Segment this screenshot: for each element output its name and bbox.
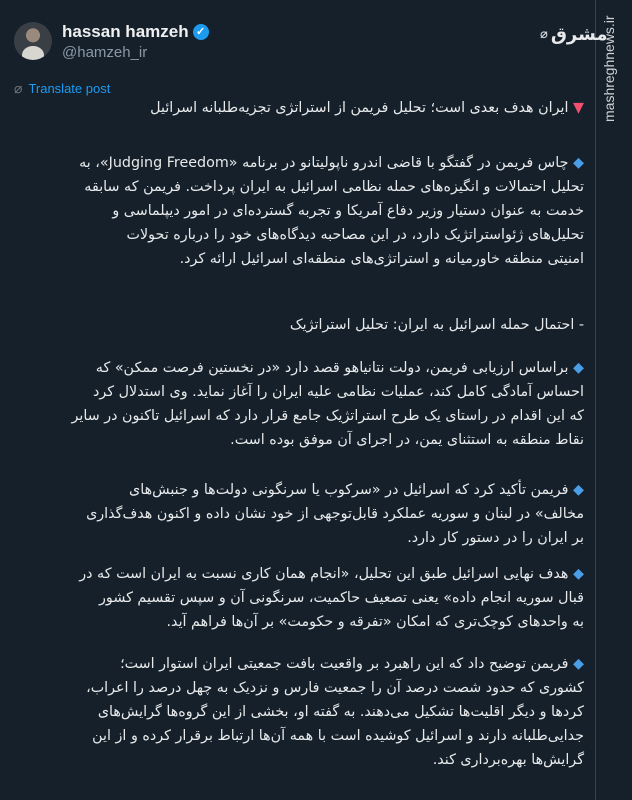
paragraph-line (14, 380, 584, 404)
avatar[interactable] (14, 22, 52, 60)
line-text: گرایش‌ها بهره‌برداری کند. (432, 752, 584, 768)
line-text: فریمن تأکید کرد که اسرائیل در «سرکوب یا سرنگونی دولت‌ها و جنبش‌های (129, 482, 569, 498)
line-text: امنیتی منطقه خاورمیانه و استراتژی‌های منطقه‌ای اسرائیل ارائه کرد. (179, 251, 584, 267)
line-text: احساس آمادگی کامل کند، عملیات نظامی علیه ایران را آغاز نماید. وی استدلال کرد (93, 384, 584, 400)
paragraph-5 (14, 652, 584, 772)
brand-logo: ⌀ مشرق (540, 24, 608, 45)
paragraph-line (14, 700, 584, 724)
user-name-text: hassan hamzeh (62, 22, 189, 41)
paragraph-line (14, 502, 584, 526)
user-name[interactable] (62, 22, 209, 42)
paragraph-line (14, 676, 584, 700)
paragraph-line (14, 748, 584, 772)
user-handle[interactable]: @hamzeh_ir (62, 44, 148, 61)
verified-badge-icon: ✓ (193, 24, 209, 40)
red-triangle-icon: ▼ (573, 100, 584, 116)
paragraph-line (14, 151, 584, 175)
diamond-bullet-icon: ◆ (568, 482, 584, 498)
paragraph-line (14, 478, 584, 502)
line-text: تحلیل احتمالات و انگیزه‌های حمله نظامی اسرائیل به ایران پرداخت. فریمن که سابقه (84, 179, 584, 195)
line-text: مخالف» در لبنان و سوریه عملکرد قابل‌توجهی از خود نشان داده و اکنون هدف‌گذاری (86, 506, 584, 522)
translate-post-link[interactable] (14, 80, 110, 97)
line-text: که این اقدام در راستای یک طرح استراتژیک جامع قرار دارد که اسرائیل تاکنون در سایر (71, 408, 584, 424)
paragraph-line (14, 199, 584, 223)
line-text: کردها و دیگر اقلیت‌ها تشکیل می‌دهند. به گفته او، بخشی از این گروه‌ها گرایش‌های (97, 704, 584, 720)
paragraph-line (14, 428, 584, 452)
paragraph-line (14, 562, 584, 586)
paragraph-line (14, 724, 584, 748)
diamond-bullet-icon: ◆ (568, 566, 584, 582)
paragraph-line (14, 223, 584, 247)
divider (595, 0, 596, 800)
line-text: فریمن توضیح داد که این راهبرد بر واقعیت بافت جمعیتی ایران استوار است؛ (120, 656, 569, 672)
line-text: نقاط منطقه به استثنای یمن، در اجرای آن موفق بوده است. (230, 432, 584, 448)
line-text: کشوری که حدود شصت درصد آن را جمعیت فارس و نزدیک به چهل درصد را اعراب، (86, 680, 584, 696)
subheading: - احتمال حمله اسرائیل به ایران: تحلیل استراتژیک (289, 317, 584, 333)
paragraph-line (14, 652, 584, 676)
leaf-icon: ⌀ (540, 27, 548, 42)
line-text: بر ایران را در دستور کار دارد. (407, 530, 584, 546)
paragraph-line (14, 175, 584, 199)
line-text: براساس ارزیابی فریمن، دولت نتانیاهو قصد دارد «در نخستین فرصت ممکن» که (95, 360, 569, 376)
line-text: تحلیل‌های ژئواستراتژیک دارد، در این مصاحبه دیدگاه‌های خود را درباره تحولات (126, 227, 584, 243)
paragraph-line (14, 404, 584, 428)
paragraph-1 (14, 151, 584, 271)
line-text: هدف نهایی اسرائیل طبق این تحلیل، «انجام همان کاری نسبت به ایران است که در (79, 566, 569, 582)
paragraph-2 (14, 356, 584, 452)
paragraph-3 (14, 478, 584, 550)
line-text: جدایی‌طلبانه دارند و اسرائیل کوشیده است با همه آن‌ها ارتباط برقرار کرده و از این (92, 728, 584, 744)
paragraph-4 (14, 562, 584, 634)
translate-label: Translate post (28, 81, 111, 96)
translate-icon: ⌀ (14, 80, 23, 96)
diamond-bullet-icon: ◆ (568, 360, 584, 376)
post-title: ▼ ایران هدف بعدی است؛ تحلیل فریمن از استراتژی تجزیه‌طلبانه اسرائیل (150, 100, 584, 116)
paragraph-line (14, 247, 584, 271)
diamond-bullet-icon: ◆ (568, 656, 584, 672)
line-text: خدمت به عنوان دستیار وزیر دفاع آمریکا و تجربه گسترده‌ای در امور دیپلماسی و (112, 203, 584, 219)
paragraph-line (14, 526, 584, 550)
site-watermark: mashreghnews.ir (601, 15, 617, 122)
diamond-bullet-icon: ◆ (568, 155, 584, 171)
paragraph-line (14, 610, 584, 634)
paragraph-line (14, 356, 584, 380)
line-text: چاس فریمن در گفتگو با قاضی اندرو ناپولیتانو در برنامه «Judging Freedom»، به (79, 155, 569, 171)
paragraph-line (14, 586, 584, 610)
line-text: قبال سوریه انجام داده» یعنی تصعیف حاکمیت، سرنگونی آن و سپس تقسیم کشور (99, 590, 584, 606)
line-text: به واحدهای کوچک‌تری که امکان «تفرقه و حکومت» بر آن‌ها فراهم آید. (166, 614, 584, 630)
